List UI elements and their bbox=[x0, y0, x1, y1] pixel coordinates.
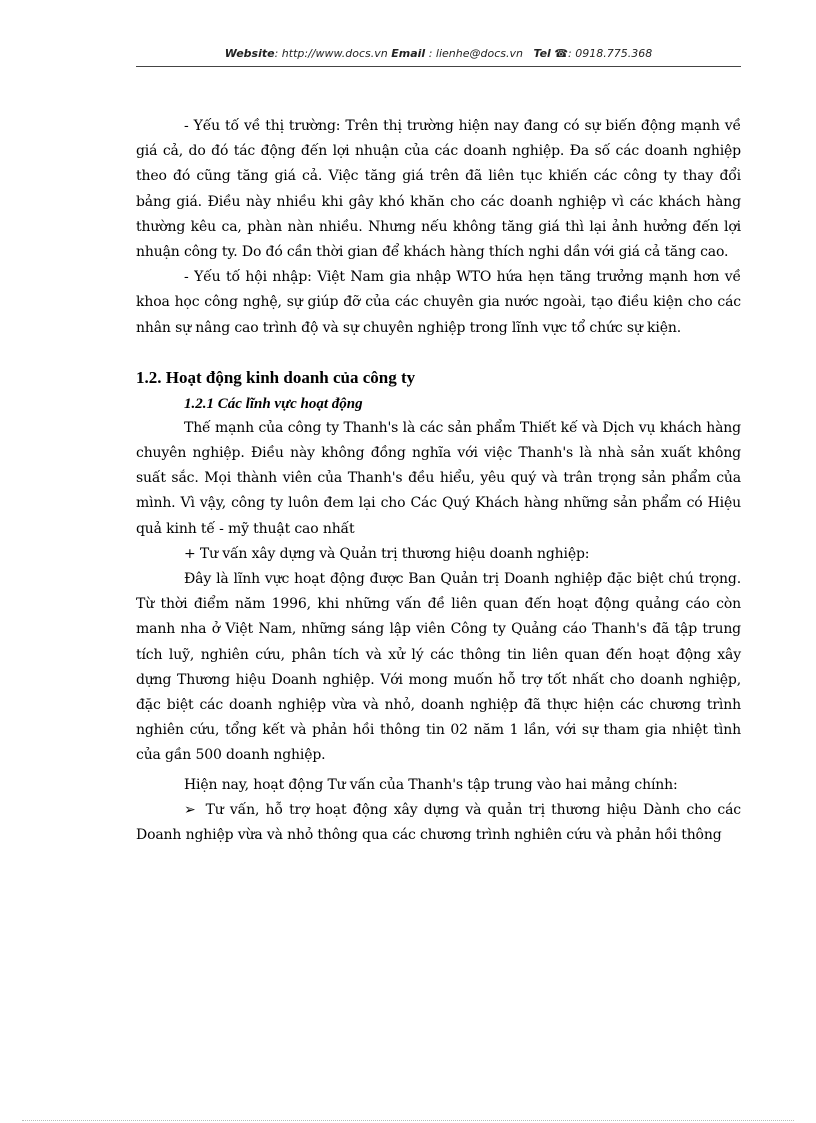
paragraph-current: Hiện nay, hoạt động Tư vấn của Thanh's tập trung vào hai mảng chính: bbox=[184, 776, 678, 793]
paragraph-consulting-item: + Tư vấn xây dựng và Quản trị thương hiệu doanh nghiệp: bbox=[184, 545, 590, 562]
email-label: Email bbox=[391, 47, 426, 60]
page-header bbox=[136, 47, 741, 60]
paragraph-strength: Thế mạnh của công ty Thanh's là các sản phẩm Thiết kế và Dịch vụ khách hàng chuyên nghiệp. Điều này không đồng nghĩa với việc Thanh's là nhà sản xuất không suất sắc. Mọi thành viên của Thanh's đều hiểu, yêu quý và trân trọng sản phẩm của mình. Vì vậy, công ty luôn đem lại cho Các Quý Khách hàng những sản phẩm có Hiệu quả kinh tế - mỹ thuật cao nhất bbox=[136, 419, 741, 537]
subsection-heading: 1.2.1 Các lĩnh vực hoạt động bbox=[184, 395, 363, 412]
website-value: : http://www.docs.vn bbox=[274, 47, 388, 60]
paragraph-focus: Đây là lĩnh vực hoạt động được Ban Quản trị Doanh nghiệp đặc biệt chú trọng. Từ thời điểm năm 1996, khi những vấn đề liên quan đến hoạt động quảng cáo còn manh nha ở Việt Nam, những sáng lập viên Công ty Quảng cáo Thanh's đã tập trung tích luỹ, nghiên cứu, phân tích và xử lý các thông tin liên quan đến hoạt động xây dựng Thương hiệu Doanh nghiệp. Với mong muốn hỗ trợ tốt nhất cho doanh nghiệp, đặc biệt các doanh nghiệp vừa và nhỏ, doanh nghiệp đã thực hiện các chương trình nghiên cứu, tổng kết và phản hồi thông tin 02 năm 1 lần, với sự tham gia nhiệt tình của gần 500 doanh nghiệp. bbox=[136, 571, 741, 764]
document-body bbox=[136, 114, 741, 848]
email-value: : lienhe@docs.vn bbox=[425, 47, 523, 60]
section-heading: 1.2. Hoạt động kinh doanh của công ty bbox=[136, 367, 416, 387]
paragraph-market: - Yếu tố về thị trường: Trên thị trường hiện nay đang có sự biến động mạnh về giá cả, do đó tác động đến lợi nhuận của các doanh nghiệp. Đa số các doanh nghiệp theo đó cũng tăng giá cả. Việc tăng giá trên đã liên tục khiến các công ty thay đổi bảng giá. Điều này nhiều khi gây khó khăn cho các doanh nghiệp vì các khách hàng thường kêu ca, phàn nàn nhiều. Nhưng nếu không tăng giá thì lại ảnh hưởng đến lợi nhuận công ty. Do đó cần thời gian để khách hàng thích nghi dần với giá cả tăng cao. bbox=[136, 118, 741, 261]
header-divider bbox=[136, 66, 741, 67]
phone-icon: ☎ bbox=[554, 47, 569, 60]
paragraph-integration: - Yếu tố hội nhập: Việt Nam gia nhập WTO hứa hẹn tăng trưởng mạnh hơn về khoa học công nghệ, sự giúp đỡ của các chuyên gia nước ngoài, tạo điều kiện cho các nhân sự nâng cao trình độ và sự chuyên nghiệp trong lĩnh vực tổ chức sự kiện. bbox=[136, 269, 741, 336]
bullet-item bbox=[136, 798, 741, 848]
arrow-bullet-icon: ➢ bbox=[184, 801, 196, 818]
bullet-text: Tư vấn, hỗ trợ hoạt động xây dựng và quản trị thương hiệu Dành cho các Doanh nghiệp vừa và nhỏ thông qua các chương trình nghiên cứu và phản hồi thông bbox=[136, 801, 741, 844]
page-bottom-border bbox=[22, 1120, 794, 1121]
tel-label: Tel bbox=[533, 47, 551, 60]
website-label: Website bbox=[224, 47, 275, 60]
tel-value: : 0918.775.368 bbox=[568, 47, 653, 60]
